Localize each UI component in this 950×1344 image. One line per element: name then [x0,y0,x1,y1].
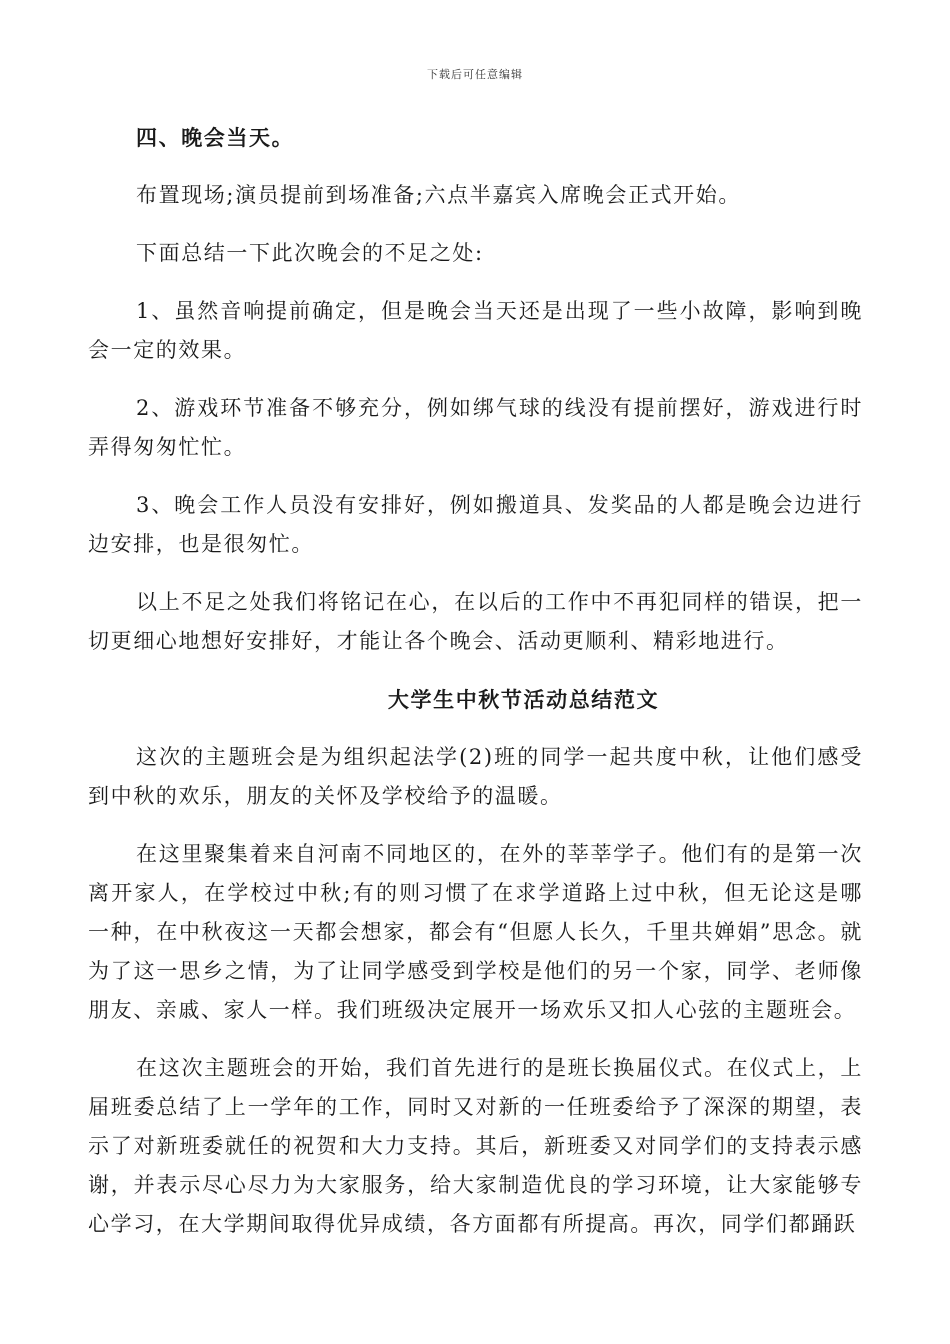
paragraph-item-3: 3、晚会工作人员没有安排好，例如搬道具、发奖品的人都是晚会边进行边安排，也是很匆忙。 [88,493,863,556]
section-title: 大学生中秋节活动总结范文 [387,687,660,712]
document-body [88,118,863,1263]
paragraph-section-1: 这次的主题班会是为组织起法学(2)班的同学一起共度中秋，让他们感受到中秋的欢乐，朋友的关怀及学校给予的温暖。 [88,745,863,808]
paragraph-item-1: 1、虽然音响提前确定，但是晚会当天还是出现了一些小故障，影响到晚会一定的效果。 [88,299,863,362]
paragraph-setup: 布置现场;演员提前到场准备;六点半嘉宾入席晚会正式开始。 [136,183,741,207]
paragraph-section-3: 在这次主题班会的开始，我们首先进行的是班长换届仪式。在仪式上，上届班委总结了上一学年的工作，同时又对新的一任班委给予了深深的期望，表示了对新班委就任的祝贺和大力支持。其后，新班委又对同学们的支持表示感谢，并表示尽心尽力为大家服务，给大家制造优良的学习环境，让大家能够专心学习，在大学期间取得优异成绩，各方面都有所提高。再次，同学们都踊跃 [88,1056,863,1236]
paragraph-section-2: 在这里聚集着来自河南不同地区的，在外的莘莘学子。他们有的是第一次离开家人，在学校过中秋;有的则习惯了在求学道路上过中秋，但无论这是哪一种，在中秋夜这一天都会想家，都会有“但愿人长久，千里共婵娟”思念。就为了这一思乡之情，为了让同学感受到学校是他们的另一个家，同学、老师像朋友、亲戚、家人一样。我们班级决定展开一场欢乐又扣人心弦的主题班会。 [88,842,863,1022]
paragraph-item-2: 2、游戏环节准备不够充分，例如绑气球的线没有提前摆好，游戏进行时弄得匆匆忙忙。 [88,396,863,459]
paragraph-conclusion: 以上不足之处我们将铭记在心，在以后的工作中不再犯同样的错误，把一切更细心地想好安排好，才能让各个晚会、活动更顺利、精彩地进行。 [88,590,863,653]
heading-evening-day: 四、晚会当天。 [136,125,295,150]
page-header-note: 下载后可任意编辑 [427,68,523,81]
paragraph-shortcomings-intro: 下面总结一下此次晚会的不足之处: [136,241,484,265]
